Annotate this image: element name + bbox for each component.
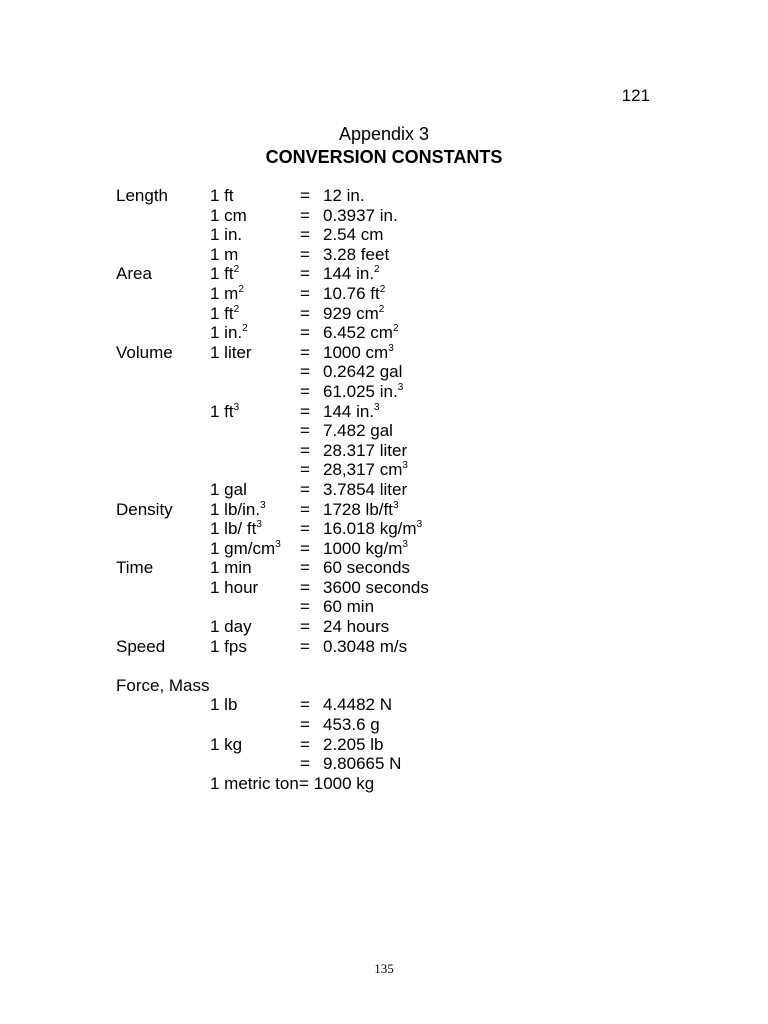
- row-lhs: 1 $ft^3$: [210, 401, 240, 421]
- superscript: 2: [392, 323, 399, 335]
- row-equals: =: [300, 303, 310, 323]
- row-category: Area: [116, 264, 152, 284]
- row-rhs: 12 in.: [323, 186, 365, 205]
- row-rhs: 0.3048 m/s: [323, 636, 408, 656]
- row-equals: =: [300, 734, 310, 754]
- row-rhs: 0.2642 gal: [323, 362, 403, 382]
- table-row: [116, 441, 596, 461]
- table-row: [116, 343, 596, 363]
- superscript: 2: [233, 264, 240, 276]
- row-rhs: 61.025 in.$^3$: [323, 381, 404, 401]
- superscript: 2: [242, 323, 248, 335]
- table-row: [116, 656, 596, 695]
- row-equals: =: [300, 695, 310, 715]
- row-rhs: 3.28 feet: [323, 244, 390, 264]
- row-equals: =: [300, 381, 310, 401]
- table-row: [116, 558, 596, 578]
- footer-page-number: 135: [374, 961, 394, 976]
- table-row: [116, 500, 596, 520]
- table-row: [116, 539, 596, 559]
- row-lhs: 1 lb: [210, 695, 238, 715]
- row-category: Length: [116, 186, 168, 205]
- row-rhs: 28,317 $cm^3$: [323, 460, 408, 480]
- row-rhs: 1000 kg: [313, 773, 375, 793]
- superscript: 3: [402, 460, 408, 472]
- row-equals: =: [300, 577, 310, 597]
- table-row: [116, 597, 596, 617]
- row-rhs: 1728 $lb/ft^3$: [323, 499, 399, 519]
- row-lhs: 1 fps: [210, 636, 247, 656]
- table-row: [116, 284, 596, 304]
- row-equals: =: [300, 362, 310, 382]
- row-rhs: 453.6 g: [323, 715, 380, 735]
- table-row: [116, 578, 596, 598]
- table-row: [116, 519, 596, 539]
- superscript: 2: [238, 283, 244, 295]
- row-rhs: 4.4482 N: [323, 695, 392, 715]
- row-equals: =: [300, 323, 310, 343]
- table-row: [116, 774, 596, 794]
- superscript: 2: [233, 303, 240, 315]
- row-category: Force, Mass: [116, 675, 210, 695]
- superscript: 3: [233, 401, 240, 413]
- page-number-top: 121: [621, 86, 650, 105]
- row-lhs: 1 liter: [210, 342, 252, 362]
- row-rhs: 60 seconds: [323, 558, 410, 578]
- row-equals: =: [300, 225, 310, 245]
- row-equals: =: [300, 538, 310, 558]
- superscript: 3: [392, 499, 399, 511]
- superscript: 3: [275, 538, 281, 550]
- row-rhs: 24 hours: [323, 617, 390, 637]
- row-lhs: 1 $ft^2$: [210, 303, 240, 323]
- row-equals: =: [300, 421, 310, 441]
- row-lhs: 1 in.: [210, 225, 243, 245]
- row-category: Speed: [116, 636, 166, 656]
- row-equals: =: [300, 460, 310, 480]
- row-equals: =: [300, 499, 310, 519]
- row-rhs: 2.54 cm: [323, 225, 384, 245]
- superscript: 3: [416, 519, 423, 531]
- row-equals: =: [300, 479, 310, 499]
- superscript: 2: [378, 303, 385, 315]
- table-row: [116, 754, 596, 774]
- row-equals: =: [300, 519, 310, 539]
- row-equals: =: [298, 773, 309, 793]
- table-row: [116, 617, 596, 637]
- table-row: [116, 480, 596, 500]
- table-row: [116, 323, 596, 343]
- superscript: 3: [374, 401, 380, 413]
- table-row: [116, 421, 596, 441]
- row-rhs: 6.452 $cm^2$: [323, 323, 399, 343]
- row-rhs: 3.7854 liter: [323, 479, 408, 499]
- row-equals: =: [300, 715, 310, 735]
- table-row: [116, 460, 596, 480]
- row-rhs: 28.317 liter: [323, 440, 408, 460]
- row-equals: =: [300, 558, 310, 578]
- row-lhs: 1 gal: [210, 479, 247, 499]
- row-equals: =: [300, 205, 310, 225]
- row-lhs: 1 lb/in.$^3$: [210, 499, 266, 519]
- row-category: Time: [116, 558, 154, 578]
- row-rhs: 1000 $cm^3$: [323, 342, 394, 362]
- row-lhs: 1 lb/ $ft^3$: [210, 519, 262, 539]
- superscript: 3: [260, 499, 266, 511]
- table-row: [116, 225, 596, 245]
- conversion-table: [116, 186, 596, 793]
- row-expression: [210, 774, 374, 794]
- superscript: 2: [374, 264, 380, 276]
- row-rhs: 929 $cm^2$: [323, 303, 385, 323]
- row-rhs: 3600 seconds: [323, 577, 429, 597]
- row-rhs: 60 min: [323, 597, 375, 617]
- row-equals: =: [300, 440, 310, 460]
- table-row: [116, 206, 596, 226]
- row-lhs: 1 cm: [210, 205, 247, 225]
- row-equals: =: [300, 283, 310, 303]
- row-rhs: 16.018 $kg/m^3$: [323, 519, 423, 539]
- row-lhs: 1 hour: [210, 577, 259, 597]
- row-lhs: 1 ft: [210, 186, 234, 205]
- superscript: 3: [402, 538, 408, 550]
- row-rhs: 1000 $kg/m^3$: [323, 538, 408, 558]
- row-lhs: 1 in.$^2$: [210, 323, 248, 343]
- row-equals: =: [300, 342, 310, 362]
- row-equals: =: [300, 597, 310, 617]
- superscript: 3: [388, 342, 394, 354]
- table-row: [116, 186, 596, 206]
- table-row: [116, 735, 596, 755]
- row-lhs: 1 $gm/cm^3$: [210, 538, 281, 558]
- row-lhs: 1 $ft^2$: [210, 264, 240, 284]
- row-lhs: 1 kg: [210, 734, 243, 754]
- page-subtitle: CONVERSION CONSTANTS: [265, 147, 503, 167]
- row-rhs: 7.482 gal: [323, 421, 393, 441]
- superscript: 3: [397, 381, 404, 393]
- row-equals: =: [300, 244, 310, 264]
- table-row: [116, 382, 596, 402]
- row-lhs: 1 min: [210, 558, 252, 578]
- row-equals: =: [300, 401, 310, 421]
- row-rhs: 2.205 lb: [323, 734, 384, 754]
- table-row: [116, 637, 596, 657]
- row-lhs: 1 $m^2$: [210, 283, 244, 303]
- table-row: [116, 264, 596, 284]
- row-rhs: 144 in.$^3$: [323, 401, 380, 421]
- row-rhs: 0.3937 in.: [323, 205, 398, 225]
- row-equals: =: [300, 186, 310, 205]
- row-lhs: 1 m: [210, 244, 239, 264]
- row-category: Density: [116, 499, 173, 519]
- table-row: [116, 304, 596, 324]
- table-row: [116, 362, 596, 382]
- row-rhs: 9.80665 N: [323, 754, 402, 774]
- row-rhs: 144 in.$^2$: [323, 264, 380, 284]
- table-row: [116, 402, 596, 422]
- row-equals: =: [300, 617, 310, 637]
- table-row: [116, 695, 596, 715]
- row-rhs: 10.76 $ft^2$: [323, 283, 386, 303]
- row-lhs: 1 metric ton: [210, 773, 299, 793]
- row-equals: =: [300, 636, 310, 656]
- row-equals: =: [300, 264, 310, 284]
- row-equals: =: [300, 754, 310, 774]
- page-title: Appendix 3: [338, 124, 430, 144]
- superscript: 2: [379, 283, 386, 295]
- row-category: Volume: [116, 342, 173, 362]
- superscript: 3: [256, 519, 262, 531]
- table-row: [116, 245, 596, 265]
- table-row: [116, 715, 596, 735]
- row-lhs: 1 day: [210, 617, 252, 637]
